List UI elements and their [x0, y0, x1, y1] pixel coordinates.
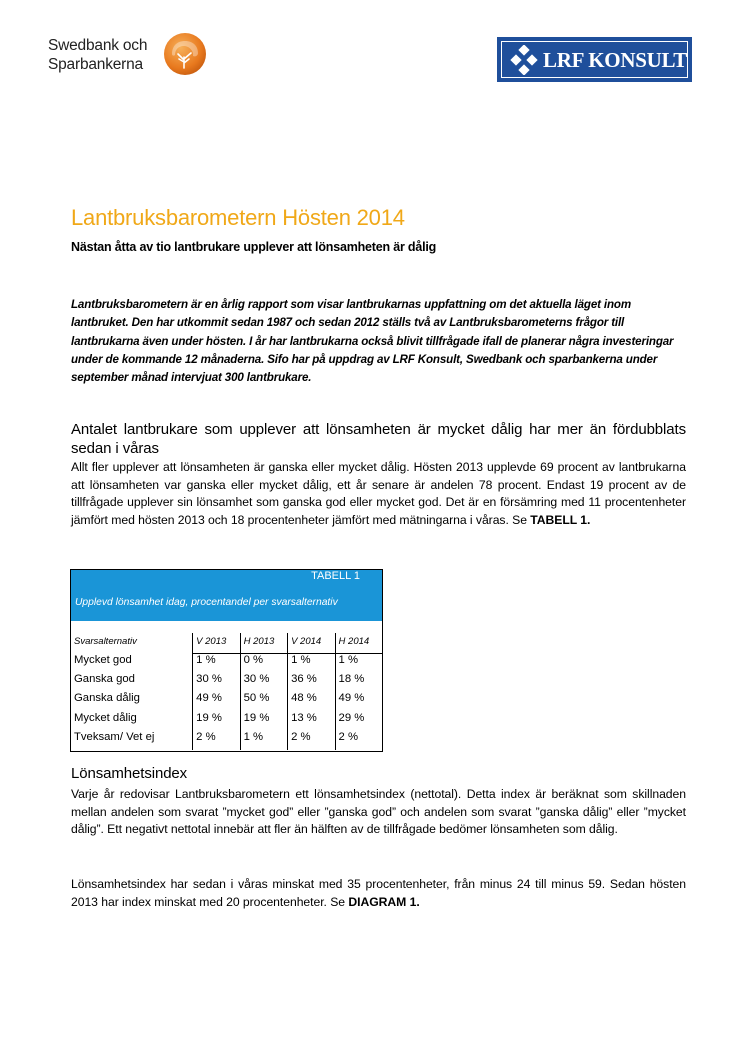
- section1-paragraph: [71, 459, 686, 529]
- table-cell: 19 %: [240, 712, 287, 731]
- profitability-table: [70, 569, 383, 752]
- table-row: [71, 731, 382, 750]
- section2-paragraph1: Varje år redovisar Lantbruksbarometern ett lönsamhetsindex (nettotal). Detta index är beräknat som skillnaden mellan andelen som svarat ”mycket god” eller ”ganska god” och andelen som svarat ”ganska dålig” eller ”mycket dålig”. Ett negativt nettotal innebär att fler än hälften av de tillfrågade bedömer lönsamheten som dålig.: [71, 787, 686, 837]
- table-header-band: [71, 570, 382, 621]
- column-header: V 2013: [193, 633, 240, 654]
- table-cell: 36 %: [288, 673, 335, 692]
- section2-heading: Lönsamhetsindex: [71, 765, 188, 782]
- table-row: [71, 692, 382, 711]
- lrf-diamond-icon: [509, 45, 539, 75]
- table-grid: [71, 633, 382, 750]
- table-cell: 30 %: [193, 673, 240, 692]
- section2-body2: Lönsamhetsindex har sedan i våras minskat med 35 procentenheter, från minus 24 till minus 59. Sedan hösten 2013 har index minskat med 20 procentenheter. Se: [71, 877, 686, 909]
- page-title: Lantbruksbarometern Hösten 2014: [71, 205, 405, 230]
- diagram-reference: DIAGRAM 1.: [348, 894, 420, 909]
- swedbank-line1: Swedbank och: [48, 37, 148, 54]
- table-cell: 2 %: [193, 731, 240, 750]
- table-cell: 1 %: [193, 654, 240, 674]
- page-subtitle: Nästan åtta av tio lantbrukare upplever att lönsamheten är dålig: [71, 240, 437, 254]
- swedbank-logo-text: [48, 36, 147, 74]
- row-label: Mycket god: [74, 653, 132, 666]
- column-header: H 2013: [240, 633, 287, 654]
- table-cell: 49 %: [193, 692, 240, 711]
- table-label: TABELL 1: [311, 570, 360, 582]
- table-cell: 18 %: [335, 673, 382, 692]
- row-label: Ganska god: [74, 673, 135, 686]
- table-cell: 0 %: [240, 654, 287, 674]
- table-cell: 49 %: [335, 692, 382, 711]
- lrf-logo-text: LRF KONSULT: [543, 48, 687, 72]
- column-header-label: Svarsalternativ: [74, 636, 137, 647]
- row-label: Tveksam/ Vet ej: [74, 730, 155, 743]
- table-cell: 2 %: [335, 731, 382, 750]
- section1-body: Allt fler upplever att lönsamheten är ganska eller mycket dålig. Hösten 2013 upplevde 69 procent av lantbrukarna att lönsamheten var ganska eller mycket dålig, ett år senare är andelen 78 procent. Endast 19 procent av de tillfrågade upplever sin lönsamhet som ganska god eller mycket god. Det är en försämring med 11 procentenheter jämfört med hösten 2013 och 18 procentenheter jämfört med mätningarna i våras. Se: [71, 460, 686, 527]
- table-cell: 19 %: [193, 712, 240, 731]
- swedbank-line2: Sparbankerna: [48, 56, 143, 73]
- table-cell: 1 %: [288, 654, 335, 674]
- table-row: [71, 712, 382, 731]
- table-cell: 1 %: [335, 654, 382, 674]
- swedbank-oak-logo-icon: [163, 32, 207, 76]
- table-cell: 2 %: [288, 731, 335, 750]
- table-reference: TABELL 1.: [530, 512, 591, 527]
- table-row: [71, 654, 382, 674]
- table-cell: 1 %: [240, 731, 287, 750]
- section1-heading: Antalet lantbrukare som upplever att lönsamheten är mycket dålig har mer än fördubblats sedan i våras: [71, 421, 686, 457]
- table-cell: 29 %: [335, 712, 382, 731]
- lrf-konsult-logo: [497, 37, 692, 82]
- section2-paragraph2: [71, 876, 686, 911]
- row-label: Mycket dålig: [74, 711, 137, 724]
- column-header: V 2014: [288, 633, 335, 654]
- table-cell: 50 %: [240, 692, 287, 711]
- table-row: [71, 673, 382, 692]
- column-header: H 2014: [335, 633, 382, 654]
- table-cell: 48 %: [288, 692, 335, 711]
- intro-paragraph: Lantbruksbarometern är en årlig rapport som visar lantbrukarnas uppfattning om det aktuella läget inom lantbruket. Den har utkommit sedan 1987 och sedan 2012 ställs två av Lantbruksbarometerns frågor till lantbrukarna även under hösten. I år har lantbrukarna också blivit tillfrågade ifall de planerar några investeringar under de kommande 12 månaderna. Sifo har på uppdrag av LRF Konsult, Swedbank och sparbankerna under september månad intervjuat 300 lantbrukare.: [71, 298, 674, 385]
- row-label: Ganska dålig: [74, 692, 140, 705]
- table-header-row: [71, 633, 382, 654]
- table-caption: Upplevd lönsamhet idag, procentandel per svarsalternativ: [75, 597, 338, 608]
- table-cell: 13 %: [288, 712, 335, 731]
- table-cell: 30 %: [240, 673, 287, 692]
